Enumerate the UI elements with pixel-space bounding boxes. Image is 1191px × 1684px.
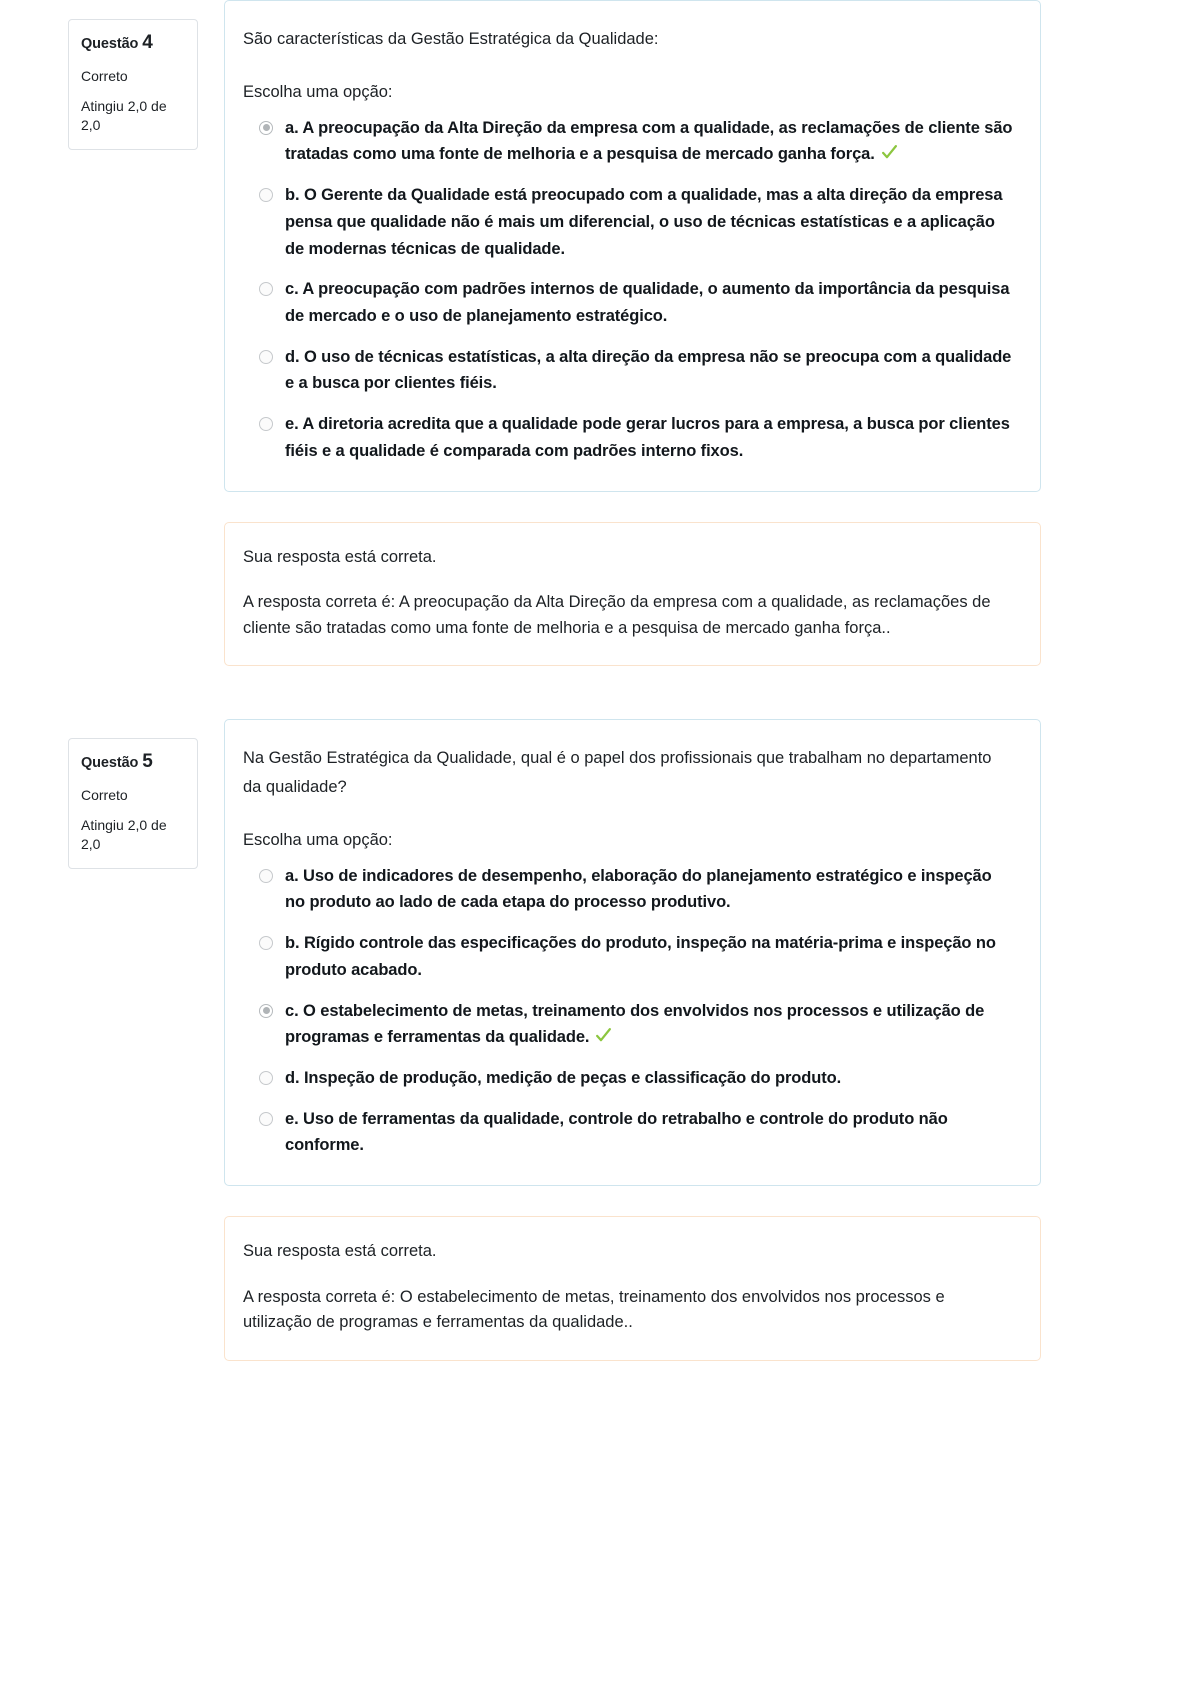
- correct-check-icon: [881, 144, 898, 161]
- answer-option-e[interactable]: [243, 1106, 1014, 1159]
- question-state: Correto: [81, 787, 128, 804]
- question-block-4: [0, 0, 1191, 666]
- question-stem: São características da Gestão Estratégica da Qualidade:: [243, 30, 659, 48]
- radio-icon-c[interactable]: [259, 282, 273, 296]
- answer-list-5: [243, 863, 1014, 1159]
- radio-icon-b[interactable]: [259, 936, 273, 950]
- question-content-4: [224, 0, 1041, 666]
- answer-option-a[interactable]: [243, 863, 1014, 916]
- answer-option-e-label: e. A diretoria acredita que a qualidade pode gerar lucros para a empresa, a busca por clientes fiéis e a qualidade é comparada com padrões interno fixos.: [285, 415, 1010, 460]
- question-number: 5: [142, 751, 153, 773]
- question-block-5: [0, 719, 1191, 1361]
- answer-prompt: Escolha uma opção:: [243, 82, 393, 101]
- feedback-card-4: [224, 522, 1041, 667]
- answer-option-b[interactable]: [243, 182, 1014, 262]
- radio-icon-d[interactable]: [259, 350, 273, 364]
- answer-option-a[interactable]: [243, 115, 1014, 168]
- question-number-heading: [81, 32, 185, 55]
- answer-option-b-label: b. Rígido controle das especificações do produto, inspeção na matéria-prima e inspeção no produto acabado.: [285, 934, 996, 979]
- question-label: Questão: [81, 36, 139, 52]
- answer-list-4: [243, 115, 1014, 465]
- radio-icon-a[interactable]: [259, 121, 273, 135]
- answer-option-d-label: d. O uso de técnicas estatísticas, a alta direção da empresa não se preocupa com a qualidade e a busca por clientes fiéis.: [285, 347, 1012, 393]
- radio-icon-a[interactable]: [259, 869, 273, 883]
- question-card-4: [224, 0, 1041, 492]
- feedback-correct-answer: A resposta correta é: A preocupação da Alta Direção da empresa com a qualidade, as reclamações de cliente são tratadas como uma fonte de melhoria e a pesquisa de mercado ganha força..: [243, 593, 991, 637]
- radio-icon-d[interactable]: [259, 1071, 273, 1085]
- section-spacer: [0, 666, 1191, 719]
- answer-option-e-label: e. Uso de ferramentas da qualidade, controle do retrabalho e controle do produto não conforme.: [285, 1109, 948, 1155]
- question-number-heading: [81, 751, 185, 774]
- answer-option-c-label: c. A preocupação com padrões internos de qualidade, o aumento da importância da pesquisa de mercado e o uso de planejamento estratégico.: [285, 280, 1010, 325]
- question-info-panel-4: [68, 19, 198, 150]
- answer-option-a-label: a. Uso de indicadores de desempenho, elaboração do planejamento estratégico e inspeção no produto ao lado de cada etapa do processo produtivo.: [285, 866, 992, 912]
- answer-option-c[interactable]: [243, 276, 1014, 329]
- question-label: Questão: [81, 755, 139, 772]
- radio-icon-e[interactable]: [259, 1112, 273, 1126]
- question-number: 4: [142, 32, 153, 53]
- answer-option-d-label: d. Inspeção de produção, medição de peças e classificação do produto.: [285, 1069, 842, 1088]
- question-grade: Atingiu 2,0 de 2,0: [81, 817, 167, 853]
- question-stem: Na Gestão Estratégica da Qualidade, qual é o papel dos profissionais que trabalham no departamento da qualidade?: [243, 749, 992, 797]
- answer-option-b-label: b. O Gerente da Qualidade está preocupado com a qualidade, mas a alta direção da empresa pensa que qualidade não é mais um diferencial, o uso de técnicas estatísticas e a aplicação de modernas técnicas de qualidade.: [285, 186, 1003, 258]
- question-grade: Atingiu 2,0 de 2,0: [81, 97, 167, 133]
- answer-option-e[interactable]: [243, 411, 1014, 464]
- answer-prompt: Escolha uma opção:: [243, 830, 393, 849]
- answer-option-d[interactable]: [243, 1065, 1014, 1092]
- question-info-panel-5: [68, 738, 198, 869]
- question-content-5: [224, 719, 1041, 1361]
- radio-icon-c[interactable]: [259, 1004, 273, 1018]
- answer-option-b[interactable]: [243, 930, 1014, 983]
- correct-check-icon: [595, 1027, 612, 1044]
- answer-option-a-label: a. A preocupação da Alta Direção da empresa com a qualidade, as reclamações de cliente são tratadas como uma fonte de melhoria e a pesquisa de mercado ganha força.: [285, 118, 1013, 164]
- radio-icon-b[interactable]: [259, 188, 273, 202]
- answer-option-c-label: c. O estabelecimento de metas, treinamento dos envolvidos nos processos e utilização de programas e ferramentas da qualidade.: [285, 1001, 985, 1047]
- answer-option-c[interactable]: [243, 998, 1014, 1051]
- feedback-correct-answer: A resposta correta é: O estabelecimento de metas, treinamento dos envolvidos nos processos e utilização de programas e ferramentas da qualidade..: [243, 1287, 945, 1332]
- feedback-card-5: [224, 1216, 1041, 1361]
- feedback-status: Sua resposta está correta.: [243, 547, 437, 566]
- question-state: Correto: [81, 67, 128, 84]
- feedback-status: Sua resposta está correta.: [243, 1242, 437, 1261]
- radio-icon-e[interactable]: [259, 417, 273, 431]
- question-card-5: [224, 719, 1041, 1186]
- answer-option-d[interactable]: [243, 344, 1014, 397]
